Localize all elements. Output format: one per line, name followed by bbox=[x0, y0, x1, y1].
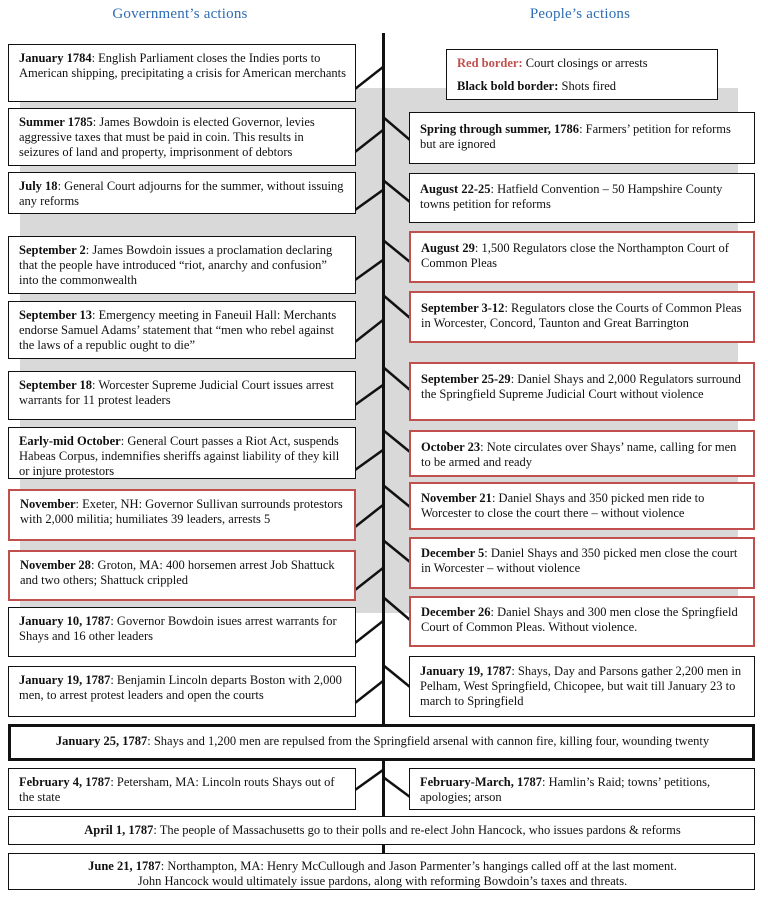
event-date: August 22-25 bbox=[420, 182, 491, 196]
event-date: January 10, 1787 bbox=[19, 614, 111, 628]
connector bbox=[355, 450, 383, 470]
connector bbox=[383, 777, 410, 797]
people-header: People’s actions bbox=[529, 6, 631, 22]
event-text: : Exeter, NH: Governor Sullivan surrounds protestors with 2,000 militia; humiliates 39 leaders, arrests 5 bbox=[20, 497, 343, 527]
event-text: : Daniel Shays and 350 picked men close the court in Worcester – without violence bbox=[421, 546, 738, 576]
event-date: Early-mid October bbox=[19, 434, 121, 448]
event-text: : James Bowdoin issues a proclamation declaring that the people have introduced “riot, anarchy and confusion” into the commonwealth bbox=[19, 243, 333, 288]
people-event bbox=[409, 362, 755, 421]
legend bbox=[446, 49, 718, 100]
event-date: June 21, 1787 bbox=[88, 859, 161, 873]
event-date: December 26 bbox=[421, 605, 491, 619]
event-date: February 4, 1787 bbox=[19, 775, 111, 789]
event-text: : Groton, MA: 400 horsemen arrest Job Shattuck and two others; Shattuck crippled bbox=[20, 558, 335, 588]
event-text: : Daniel Shays and 350 picked men ride to Worcester to close the court there – without violence bbox=[421, 491, 705, 521]
people-event bbox=[409, 173, 755, 223]
connector bbox=[383, 597, 410, 620]
connector bbox=[383, 117, 410, 140]
connector bbox=[383, 540, 410, 562]
event-date: August 29 bbox=[421, 241, 475, 255]
event-date: April 1, 1787 bbox=[84, 823, 154, 837]
event-text: : Shays, Day and Parsons gather 2,200 men in Pelham, West Springfield, Chicopee, but wait till January 23 to march to Springfield bbox=[420, 664, 742, 709]
event-date: September 18 bbox=[19, 378, 93, 392]
event-text: : Daniel Shays and 2,000 Regulators surround the Springfield Supreme Judicial Court without violence bbox=[421, 372, 741, 402]
event-date: July 18 bbox=[19, 179, 58, 193]
event-text: : Worcester Supreme Judicial Court issues arrest warrants for 11 protest leaders bbox=[19, 378, 334, 408]
event-date: January 19, 1787 bbox=[420, 664, 512, 678]
gov-event bbox=[8, 607, 356, 657]
connector bbox=[355, 621, 383, 643]
wide-event bbox=[8, 816, 755, 845]
event-text: : General Court adjourns for the summer, without issuing any reforms bbox=[19, 179, 344, 209]
event-text: : 1,500 Regulators close the Northampton Court of Common Pleas bbox=[421, 241, 729, 271]
connector bbox=[355, 130, 383, 152]
connector bbox=[355, 505, 383, 527]
gov-event bbox=[8, 489, 356, 541]
legend-red-label: Red border: bbox=[457, 56, 523, 70]
event-date: January 19, 1787 bbox=[19, 673, 111, 687]
event-text: : Hamlin’s Raid; towns’ petitions, apologies; arson bbox=[420, 775, 711, 805]
connector bbox=[355, 568, 383, 590]
people-event bbox=[409, 596, 755, 647]
event-date: September 3-12 bbox=[421, 301, 505, 315]
people-event bbox=[409, 231, 755, 283]
shots-fired-event bbox=[8, 724, 755, 761]
connector bbox=[383, 295, 410, 318]
connector bbox=[383, 240, 410, 262]
connector bbox=[355, 681, 383, 703]
people-event bbox=[409, 112, 755, 164]
people-event bbox=[409, 656, 755, 717]
event-date: November bbox=[20, 497, 76, 511]
people-event bbox=[409, 537, 755, 589]
gov-event bbox=[8, 427, 356, 479]
connector bbox=[355, 770, 383, 790]
event-text: : The people of Massachusetts go to their polls and re-elect John Hancock, who issues pardons & reforms bbox=[153, 823, 681, 837]
event-text: : James Bowdoin is elected Governor, levies aggressive taxes that must be paid in coin. This results in seizures of land and property, imprisonment of debtors bbox=[19, 115, 315, 160]
event-text: : Shays and 1,200 men are repulsed from the Springfield arsenal with cannon fire, killing four, wounding twenty bbox=[147, 734, 710, 748]
legend-black-label: Black bold border: bbox=[457, 79, 559, 93]
event-date: Summer 1785 bbox=[19, 115, 93, 129]
event-date: November 21 bbox=[421, 491, 492, 505]
government-header: Government’s actions bbox=[112, 6, 248, 22]
gov-event bbox=[8, 666, 356, 717]
event-text-line2: John Hancock would ultimately issue pardons, along with reforming Bowdoin’s taxes and threats. bbox=[137, 874, 628, 889]
event-date: September 13 bbox=[19, 308, 93, 322]
gov-event bbox=[8, 172, 356, 214]
connector bbox=[383, 665, 410, 687]
event-text: : Hatfield Convention – 50 Hampshire County towns petition for reforms bbox=[420, 182, 723, 212]
event-text: : Daniel Shays and 300 men close the Springfield Court of Common Pleas. Without violence. bbox=[421, 605, 738, 635]
event-date: September 2 bbox=[19, 243, 86, 257]
gov-event bbox=[8, 768, 356, 810]
connector bbox=[383, 180, 410, 202]
gov-event bbox=[8, 44, 356, 102]
people-event bbox=[409, 291, 755, 343]
people-event bbox=[409, 430, 755, 477]
event-date: January 25, 1787 bbox=[55, 734, 148, 748]
event-date: Spring through summer, 1786 bbox=[420, 122, 580, 136]
event-date: February-March, 1787 bbox=[420, 775, 542, 789]
event-text: : General Court passes a Riot Act, suspends Habeas Corpus, indemnifies sheriffs against liability of they kill or injure protestors bbox=[19, 434, 340, 479]
wide-event bbox=[8, 853, 755, 890]
event-date: October 23 bbox=[421, 440, 481, 454]
connector bbox=[383, 430, 410, 452]
event-text: : English Parliament closes the Indies ports to American shipping, precipitating a crisis for American merchants bbox=[19, 51, 346, 81]
event-text: : Northampton, MA: Henry McCullough and Jason Parmenter’s hangings called off at the last moment. bbox=[160, 859, 677, 873]
gov-event bbox=[8, 371, 356, 420]
connector bbox=[355, 385, 383, 405]
gov-event bbox=[8, 108, 356, 166]
connector bbox=[383, 367, 410, 390]
legend-black-desc: Shots fired bbox=[558, 79, 617, 93]
people-event bbox=[409, 768, 755, 810]
event-date: January 1784 bbox=[19, 51, 92, 65]
event-date: December 5 bbox=[421, 546, 485, 560]
event-text: : Farmers’ petition for reforms but are ignored bbox=[420, 122, 731, 152]
connector bbox=[355, 320, 383, 342]
event-text: : Emergency meeting in Faneuil Hall: Merchants endorse Samuel Adams’ statement that “men who rebel against the laws of a republic ought to die” bbox=[19, 308, 337, 353]
connector bbox=[355, 190, 383, 210]
people-event bbox=[409, 482, 755, 530]
event-date: November 28 bbox=[20, 558, 91, 572]
gov-event bbox=[8, 550, 356, 601]
connector bbox=[355, 260, 383, 280]
connector bbox=[383, 485, 410, 507]
event-date: September 25-29 bbox=[421, 372, 511, 386]
legend-red-desc: Court closings or arrests bbox=[522, 56, 648, 70]
event-text: : Petersham, MA: Lincoln routs Shays out of the state bbox=[19, 775, 335, 805]
event-text: : Governor Bowdoin isues arrest warrants for Shays and 16 other leaders bbox=[19, 614, 337, 644]
event-text: : Note circulates over Shays’ name, calling for men to be armed and ready bbox=[421, 440, 737, 470]
gov-event bbox=[8, 236, 356, 294]
connector bbox=[355, 67, 383, 89]
gov-event bbox=[8, 301, 356, 359]
event-text: : Benjamin Lincoln departs Boston with 2,000 men, to arrest protest leaders and open the courts bbox=[19, 673, 342, 703]
event-text: : Regulators close the Courts of Common Pleas in Worcester, Concord, Taunton and Great Barrington bbox=[421, 301, 742, 331]
